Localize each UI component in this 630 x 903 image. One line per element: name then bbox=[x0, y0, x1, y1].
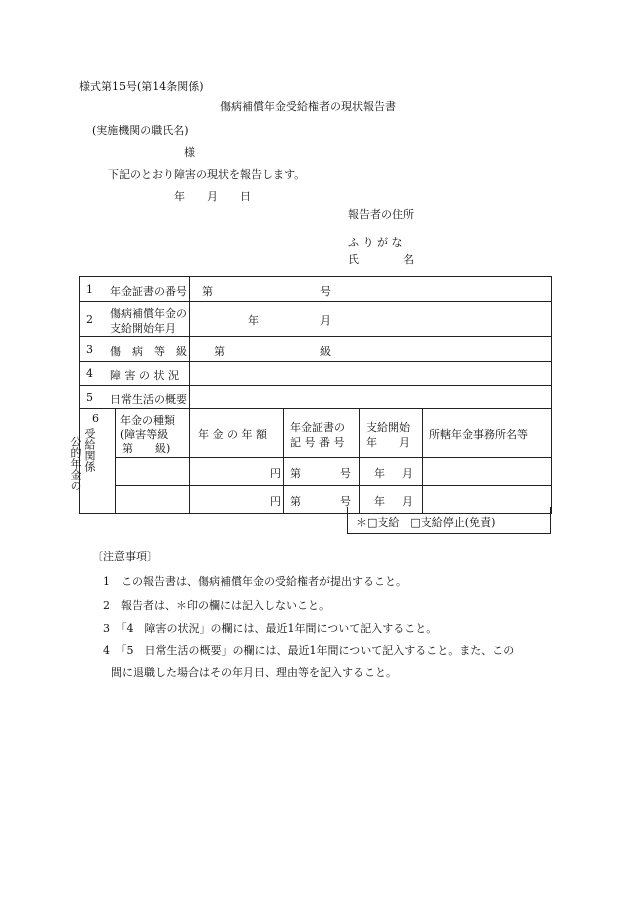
pension-type-cell-2[interactable] bbox=[116, 486, 190, 514]
row-public-pension-header bbox=[80, 409, 552, 458]
yen-2: 円 bbox=[270, 495, 281, 508]
page-title: 傷病補償年金受給権者の現状報告書 bbox=[220, 100, 396, 113]
row1-dai: 第 bbox=[202, 285, 213, 298]
yen-1: 円 bbox=[270, 467, 281, 480]
go-1: 号 bbox=[340, 467, 351, 480]
form-number: 様式第15号(第14条関係) bbox=[79, 80, 204, 93]
row-daily-life bbox=[80, 386, 552, 409]
reporter-address-label: 報告者の住所 bbox=[348, 208, 414, 221]
daily-life-field[interactable] bbox=[190, 386, 552, 409]
agency-label: (実施機関の職氏名) bbox=[92, 124, 189, 137]
row2-tsuki: 月 bbox=[320, 314, 331, 327]
start-cell-1[interactable] bbox=[360, 458, 423, 486]
office-cell-1[interactable] bbox=[423, 458, 552, 486]
report-form-table bbox=[69, 276, 552, 514]
pension-type-cell-1[interactable] bbox=[116, 458, 190, 486]
disability-status-field[interactable] bbox=[190, 362, 552, 386]
name-label: 氏 名 bbox=[348, 253, 414, 266]
row6-no: 6 bbox=[92, 411, 99, 425]
row3-label: 傷 病 等 級 bbox=[110, 345, 187, 358]
dai-2: 第 bbox=[290, 495, 301, 508]
row-pension-cert-number bbox=[80, 277, 552, 302]
row5-no: 5 bbox=[86, 391, 93, 404]
nen-2: 年 bbox=[374, 495, 385, 508]
injury-grade-field[interactable] bbox=[190, 337, 552, 362]
header-cert-1: 年金証書の bbox=[290, 421, 345, 434]
row-injury-grade bbox=[80, 337, 552, 362]
row3-kyu: 級 bbox=[320, 345, 331, 358]
pension-cert-number-field[interactable] bbox=[190, 277, 552, 302]
tsuki-2: 月 bbox=[402, 495, 413, 508]
row5-label: 日常生活の概要 bbox=[110, 393, 187, 406]
office-use-options: ＊□支給 □支給停止(免責) bbox=[356, 516, 496, 529]
report-date: 年 月 日 bbox=[174, 190, 251, 203]
header-grade-dai: 第 級) bbox=[122, 442, 171, 455]
header-start-1: 支給開始 bbox=[366, 421, 410, 434]
row2-no: 2 bbox=[86, 313, 93, 326]
tsuki-1: 月 bbox=[402, 467, 413, 480]
row3-dai: 第 bbox=[214, 345, 225, 358]
office-use-box[interactable] bbox=[347, 507, 551, 534]
row2-label2: 支給開始年月 bbox=[110, 322, 176, 335]
annual-amount-cell-1[interactable] bbox=[190, 458, 284, 486]
go-2: 号 bbox=[340, 495, 351, 508]
note-4: 4 「5 日常生活の概要」の欄には、最近1年間について記入すること。また、この bbox=[103, 644, 515, 657]
furigana-label: ふ り が な bbox=[348, 236, 403, 249]
row2-label1: 傷病補償年金の bbox=[110, 307, 187, 320]
dai-1: 第 bbox=[290, 467, 301, 480]
cert-number-cell-1[interactable] bbox=[284, 458, 360, 486]
row6-side-a: 公的年金の bbox=[69, 435, 82, 491]
public-pension-side-label bbox=[69, 410, 115, 513]
note-3: 3 「4 障害の状況」の欄には、最近1年間について記入すること。 bbox=[103, 622, 438, 635]
payment-start-field[interactable] bbox=[190, 302, 552, 337]
header-pension-type: 年金の種類 bbox=[120, 414, 175, 427]
note-2: 2 報告者は、＊印の欄には記入しないこと。 bbox=[103, 599, 330, 612]
row4-label: 障 害 の 状 況 bbox=[110, 369, 179, 382]
row1-no: 1 bbox=[86, 283, 93, 296]
honorific-sama: 様 bbox=[184, 146, 195, 159]
notes-heading: 〔注意事項〕 bbox=[92, 550, 158, 563]
annual-amount-cell-2[interactable] bbox=[190, 486, 284, 514]
note-1: 1 この報告書は、傷病補償年金の受給権者が提出すること。 bbox=[103, 575, 407, 588]
nen-1: 年 bbox=[374, 467, 385, 480]
intro-text: 下記のとおり障害の現状を報告します。 bbox=[108, 168, 306, 181]
header-start-2: 年 月 bbox=[366, 436, 410, 449]
header-grade: (障害等級 bbox=[120, 428, 169, 441]
row-payment-start bbox=[80, 302, 552, 337]
public-pension-row-1 bbox=[80, 458, 552, 486]
row-disability-status bbox=[80, 362, 552, 386]
header-cert-2: 記 号 番 号 bbox=[290, 436, 345, 449]
row3-no: 3 bbox=[86, 343, 93, 356]
header-office: 所轄年金事務所名等 bbox=[429, 428, 528, 441]
header-annual-amount: 年 金 の 年 額 bbox=[198, 428, 267, 441]
row4-no: 4 bbox=[86, 367, 93, 380]
row1-label: 年金証書の番号 bbox=[110, 285, 187, 298]
row1-go: 号 bbox=[320, 285, 331, 298]
row6-side-b: 受給関係 bbox=[83, 427, 96, 472]
row2-nen: 年 bbox=[248, 314, 259, 327]
note-4-continued: 間に退職した場合はその年月日、理由等を記入すること。 bbox=[111, 666, 397, 679]
